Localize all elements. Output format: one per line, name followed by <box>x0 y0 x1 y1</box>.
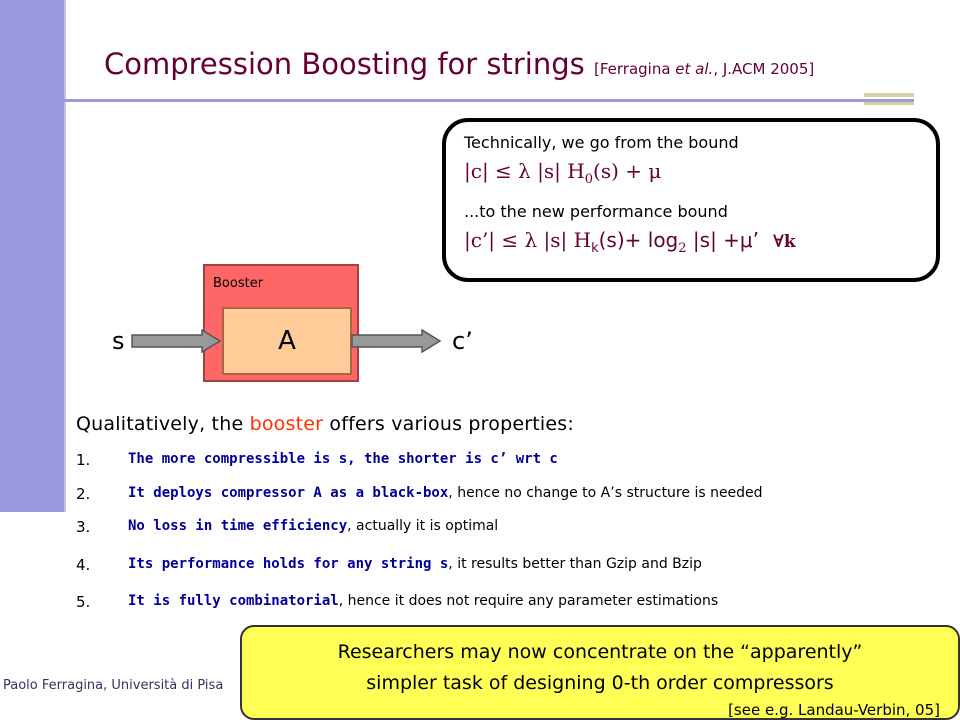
slide-title <box>104 47 814 81</box>
booster-label: Booster <box>213 276 264 291</box>
qualitative-heading <box>76 413 574 435</box>
property-note-text: , hence no change to A’s structure is needed <box>448 485 763 501</box>
property-note-text: , actually it is optimal <box>347 518 499 534</box>
property-strong-text: The more compressible is s, the shorter is c’ wrt c <box>128 451 558 467</box>
title-main: Compression Boosting for strings <box>104 47 585 81</box>
property-strong-text: Its performance holds for any string s <box>128 556 449 572</box>
callout-reference: [see e.g. Landau-Verbin, 05] <box>728 701 940 719</box>
property-note-text: , hence it does not require any parameter estimations <box>338 593 719 609</box>
formula-old-subscript: 0 <box>584 172 594 187</box>
title-underline <box>64 99 914 102</box>
output-compressed-label: c’ <box>452 327 473 355</box>
research-callout <box>240 625 960 720</box>
formula-new-rhs: |s| +μ’ <box>686 228 759 252</box>
property-number: 4. <box>76 556 91 574</box>
title-underline-accent <box>864 93 914 97</box>
bound-formula-new <box>464 228 796 256</box>
algorithm-box <box>222 307 352 375</box>
slide-footer: Paolo Ferragina, Università di Pisa <box>3 678 224 693</box>
property-strong-text: It deploys compressor A as a black-box <box>128 485 449 501</box>
bound-intro-text: Technically, we go from the bound <box>464 133 739 152</box>
output-arrow-icon <box>350 329 442 353</box>
formula-old-rhs: (s) + μ <box>593 159 662 183</box>
title-underline-accent-lower <box>864 102 914 105</box>
property-strong-text: No loss in time efficiency <box>128 518 348 534</box>
formula-new-subscript-2: 2 <box>678 241 687 256</box>
callout-line-1: Researchers may now concentrate on the “apparently” <box>337 641 863 663</box>
bound-formula-old <box>464 159 661 187</box>
formula-new-mid: (s)+ log <box>598 228 679 252</box>
title-ref-italic: et al. <box>675 60 714 78</box>
algorithm-label: A <box>278 326 296 356</box>
formula-new-lhs: |c’| ≤ λ |s| H <box>464 228 592 252</box>
booster-box <box>203 264 359 382</box>
qualitative-suffix: offers various properties: <box>323 413 574 435</box>
input-arrow-icon <box>130 329 222 353</box>
formula-new-subscript-k: k <box>591 241 599 256</box>
slide-sidebar-bar <box>0 0 64 512</box>
property-strong-text: It is fully combinatorial <box>128 593 339 609</box>
property-note-text: , it results better than Gzip and Bzip <box>448 556 702 572</box>
callout-line-2: simpler task of designing 0-th order compressors <box>366 672 834 694</box>
qualitative-highlight: booster <box>249 413 324 435</box>
formula-new-forall: ∀k <box>773 232 796 252</box>
title-reference <box>594 60 814 78</box>
property-number: 5. <box>76 593 91 611</box>
input-string-label: s <box>112 327 125 355</box>
title-ref-suffix: , J.ACM 2005] <box>713 60 815 78</box>
title-ref-prefix: [Ferragina <box>593 60 676 78</box>
qualitative-prefix: Qualitatively, the <box>76 413 250 435</box>
bound-transition-text: ...to the new performance bound <box>464 202 728 221</box>
property-number: 2. <box>76 485 91 503</box>
slide-sidebar-edge <box>64 0 66 512</box>
formula-old-lhs: |c| ≤ λ |s| H <box>464 159 585 183</box>
property-number: 1. <box>76 451 91 469</box>
bound-callout-box <box>442 118 940 282</box>
property-number: 3. <box>76 518 91 536</box>
